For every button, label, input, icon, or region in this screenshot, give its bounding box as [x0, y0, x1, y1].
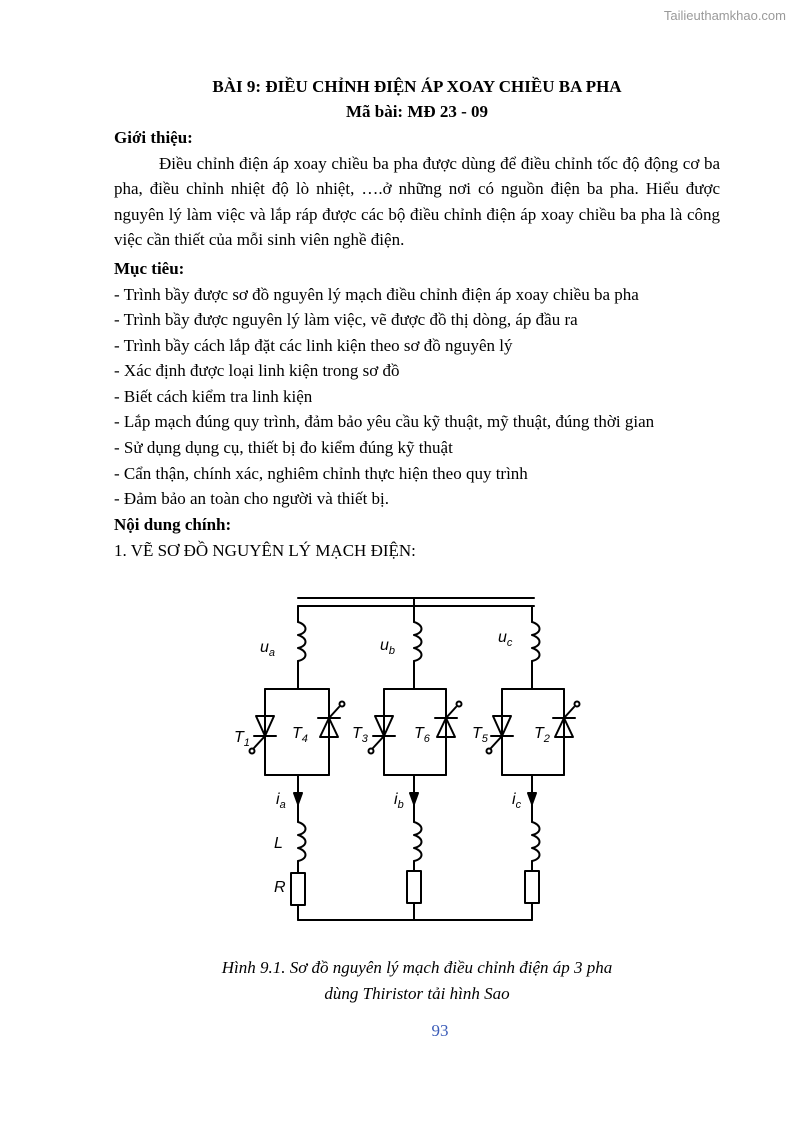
- section-heading: 1. VẼ SƠ ĐỒ NGUYÊN LÝ MẠCH ĐIỆN:: [114, 540, 416, 560]
- list-item: - Biết cách kiểm tra linh kiện: [114, 386, 313, 406]
- load-resistor-b: [407, 871, 421, 903]
- list-item: - Trình bầy cách lắp đặt các linh kiện theo sơ đồ nguyên lý: [114, 335, 513, 355]
- label-t2: $T_2$: [534, 725, 550, 745]
- page-number: 93: [431, 1021, 449, 1040]
- load-inductor-b: [414, 822, 422, 861]
- watermark: Tailieuthamkhao.com: [663, 8, 786, 23]
- page-title: BÀI 9: ĐIỀU CHỈNH ĐIỆN ÁP XOAY CHIỀU BA PHA: [212, 77, 622, 96]
- current-arrow-a: [294, 793, 302, 804]
- label-uc: $u_c$: [498, 629, 513, 649]
- intro-text: Điều chỉnh điện áp xoay chiều ba pha được dùng để điều chỉnh tốc độ động cơ ba pha, điều chỉnh nhiệt độ lò nhiệt, ….ở những nơi có nguồn điện ba pha. Hiểu được nguyên lý làm việc và lắp ráp được các bộ điều chỉnh điện áp xoay chiều ba pha là công việc cần thiết của mỗi sinh viên nghề điện.: [114, 153, 720, 249]
- circuit-diagram: [232, 592, 592, 930]
- intro-heading: Giới thiệu:: [114, 128, 193, 147]
- source-coil-b: [414, 622, 422, 661]
- label-resistor: R: [274, 879, 286, 896]
- label-t3: $T_3$: [352, 725, 368, 745]
- content-section: [114, 512, 720, 563]
- objectives-heading: Mục tiêu:: [114, 259, 185, 278]
- load-resistor-c: [525, 871, 539, 903]
- label-ia: $i_a$: [276, 791, 286, 811]
- label-t5: $T_5$: [472, 725, 488, 745]
- current-arrow-c: [528, 793, 536, 804]
- load-inductor-c: [532, 822, 540, 861]
- label-inductor: L: [274, 835, 283, 852]
- current-arrow-b: [410, 793, 418, 804]
- phase-c-branch: [487, 606, 580, 920]
- figure-caption-line2: dùng Thiristor tải hình Sao: [324, 984, 510, 1003]
- figure-caption-line1: Hình 9.1. Sơ đồ nguyên lý mạch điều chỉnh điện áp 3 pha: [221, 958, 613, 977]
- list-item: - Đảm bảo an toàn cho người và thiết bị.: [114, 489, 390, 509]
- label-ib: $i_b$: [394, 791, 404, 811]
- list-item: - Cẩn thận, chính xác, nghiêm chỉnh thực hiện theo quy trình: [114, 463, 528, 483]
- label-t6: $T_6$: [414, 725, 430, 745]
- label-ub: $u_b$: [380, 637, 396, 657]
- content-heading: Nội dung chính:: [114, 515, 232, 534]
- objectives-section: [114, 256, 720, 512]
- list-item: - Sử dụng dụng cụ, thiết bị đo kiểm đúng kỹ thuật: [114, 438, 453, 458]
- list-item: - Xác định được loại linh kiện trong sơ đồ: [114, 361, 400, 381]
- label-ua: $u_a$: [260, 639, 276, 659]
- intro-paragraph: [114, 151, 720, 253]
- load-inductor-a: [298, 822, 306, 861]
- source-coil-c: [532, 622, 540, 661]
- list-item: - Lắp mạch đúng quy trình, đảm bảo yêu cầu kỹ thuật, mỹ thuật, đúng thời gian: [114, 412, 655, 432]
- list-item: - Trình bầy được nguyên lý làm việc, vẽ được đồ thị dòng, áp đầu ra: [114, 310, 578, 330]
- load-resistor-a: [291, 873, 305, 905]
- objectives-list: [114, 282, 720, 512]
- label-ic: $i_c$: [512, 791, 522, 811]
- module-code: Mã bài: MĐ 23 - 09: [345, 102, 489, 121]
- intro-section: [114, 125, 720, 253]
- label-t4: $T_4$: [292, 725, 308, 745]
- source-coil-a: [298, 622, 306, 661]
- label-t1: $T_1$: [234, 729, 250, 749]
- list-item: - Trình bầy được sơ đồ nguyên lý mạch điều chỉnh điện áp xoay chiều ba pha: [114, 284, 639, 304]
